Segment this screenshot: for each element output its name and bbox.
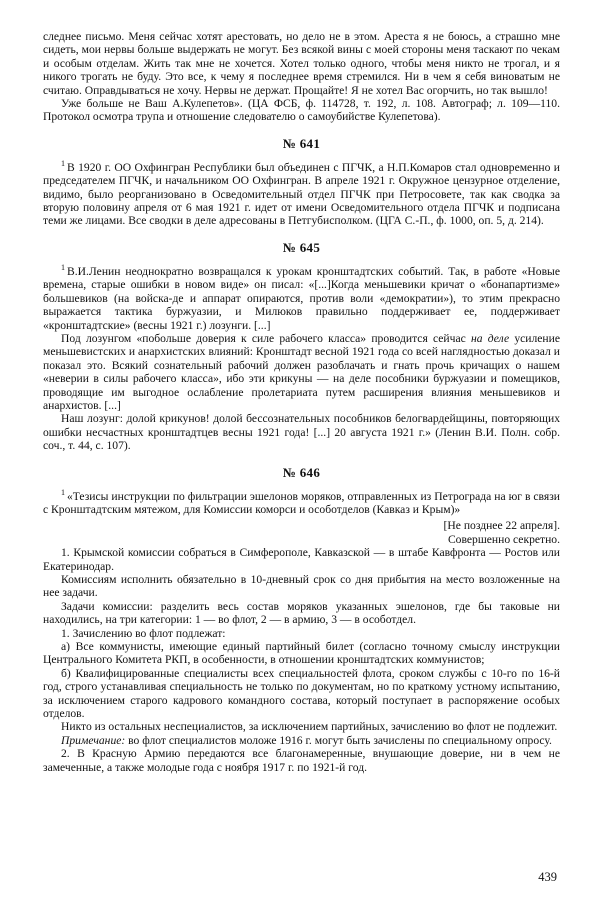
- footnote-marker: 1: [61, 263, 65, 273]
- note-label: Примечание:: [61, 733, 126, 747]
- section-heading-641: № 641: [282, 135, 321, 151]
- intro-paragraph: следнее письмо. Меня сейчас хотят арестовать, но дело не в этом. Ареста я не боюсь, а страшно мне сидеть, мои нервы больше выдержать не могут. Без всякой вины с моей стороны меня таскают по чекам и особым отделам. Жить так мне не хочется. Хотел только одного, чтобы меня никто не трогал, и я никого трогать не буду. Это все, к чему я последнее время стремился. Ни в чем я себя виноватым не считаю. Оправдываться не хочу. Нервы не держат. Прощайте! Я не хотел Вас огорчить, но так вышло!: [43, 30, 560, 97]
- note-645-paragraph: [43, 265, 560, 332]
- note-paragraph: [43, 734, 560, 747]
- section-heading-645: № 645: [282, 239, 321, 255]
- note-645-text: В.И.Ленин неоднократно возвращался к урокам кронштадтских событий. Так, в работе «Новые времена, старые ошибки в новом виде» он писал: «[...]Когда меньшевики кричат о «бонапартизме» большевиков (на войска-де и аппарат опираются, против воли «демократии»), то этим прекрасно выражается тактика буржуазии, и Милюков правильно поддерживает ее, поддерживает «кронштадтские» (весны 1921 г.) лозунги. [...]: [43, 264, 560, 332]
- instruction-paragraph: а) Все коммунисты, имеющие единый партийный билет (согласно точному смыслу инструкции Центрального Комитета РКП, в особенности, в отношении кронштадтских коммунистов;: [43, 640, 560, 667]
- p2-end: усиление меньшевистских и анархистских влияний: Кронштадт весной 1921 года со всей наглядностью доказал и показал это. Всякий сознательный рабочий должен разоблачать и гнать прочь кричащих о нашем «неверии в силы рабочего класса», ибо эти крикуны — на деле пособники буржуазии и помещиков, проводящие им выгодное ослабление пролетариата путем расширения влияния меньшевиков и анархистов. [...]: [43, 331, 560, 412]
- note-text: во флот специалистов моложе 1916 г. могут быть зачислены по специальному опросу.: [125, 733, 552, 747]
- secret-line: Совершенно секретно.: [447, 532, 560, 546]
- instruction-paragraph: Комиссиям исполнить обязательно в 10-дневный срок со дня прибытия на место возложенные на нее задачи.: [43, 573, 560, 600]
- note-641-text: В 1920 г. ОО Охфингран Республики был объединен с ПГЧК, а Н.П.Комаров стал одновременно и председателем ПГЧК, и начальником ОО Охфингран. В апреле 1921 г. Окружное цензурное отделение, видимо, было реорганизовано в Осведомительный отдел ПГЧК при Петросовете, так как сводка за вторую половину апреля от 6 мая 1921 г. идет от имени Осведомительного отдела ПГЧК и подписана теми же лицами. Все сводки в деле адресованы в Петгубисполком. (ЦГА С.-П., ф. 1000, оп. 5, д. 214).: [43, 160, 560, 228]
- p2-start: Под лозунгом «побольше доверия к силе рабочего класса» проводится сейчас: [61, 331, 471, 345]
- instruction-paragraph-last: 2. В Красную Армию передаются все благонамеренные, внушающие доверие, ни в чем не замеченные, а также молодые года с ноября 1917 г. по 1921-й год.: [43, 747, 560, 774]
- instruction-paragraph: Никто из остальных неспециалистов, за исключением партийных, зачислению во флот не подлежит.: [61, 720, 558, 734]
- intro-signature-paragraph: Уже больше не Ваш А.Кулепетов». (ЦА ФСБ, ф. 114728, т. 192, л. 108. Автограф; л. 109—110. Протокол осмотра трупа и отношение следователю о самоубийстве Кулепетова).: [43, 97, 560, 124]
- note-646-title-paragraph: [43, 487, 560, 517]
- instruction-paragraph: б) Квалифицированные специалисты всех специальностей флота, сроком службы с 10-го по 16-й год, строго устанавливая специальность не только по документам, но по краткому устному испытанию, за исключением старого кадрового командного состава, который поступает в распоряжение особых отделов.: [43, 666, 560, 721]
- page-number: 439: [538, 870, 557, 884]
- date-line: [Не позднее 22 апреля].: [443, 519, 560, 533]
- instruction-paragraph: 1. Крымской комиссии собраться в Симферополе, Кавказской — в штабе Кавфронта — Ростов или Екатеринодар.: [43, 546, 560, 573]
- section-heading-646: № 646: [282, 464, 321, 480]
- instruction-paragraph: 1. Зачислению во флот подлежат:: [61, 626, 226, 640]
- note-645-paragraph-3: Наш лозунг: долой крикунов! долой бессознательных пособников белогвардейщины, повторяющих ошибки несчастных кронштадтцев весны 1921 года! [...] 20 августа 1921 г.» (Ленин В.И. Полн. собр. соч., т. 44, с. 107).: [43, 412, 560, 453]
- footnote-marker: 1: [61, 158, 65, 168]
- instruction-paragraph: Задачи комиссии: разделить весь состав моряков указанных эшелонов, где бы таковые ни находились, на три категории: 1 — во флот, 2 — в армию, 3 — в особотдел.: [43, 599, 560, 627]
- footnote-marker: 1: [61, 487, 65, 497]
- p2-italic: на деле: [470, 331, 510, 345]
- note-646-title: «Тезисы инструкции по фильтрации эшелонов моряков, отправленных из Петрограда на юг в связи с Кронштадтским мятежом, для Комиссии коморси и особотделов (Кавказ и Крым)»: [43, 489, 560, 516]
- note-641-paragraph: [43, 158, 560, 228]
- note-645-paragraph-2: [43, 332, 560, 412]
